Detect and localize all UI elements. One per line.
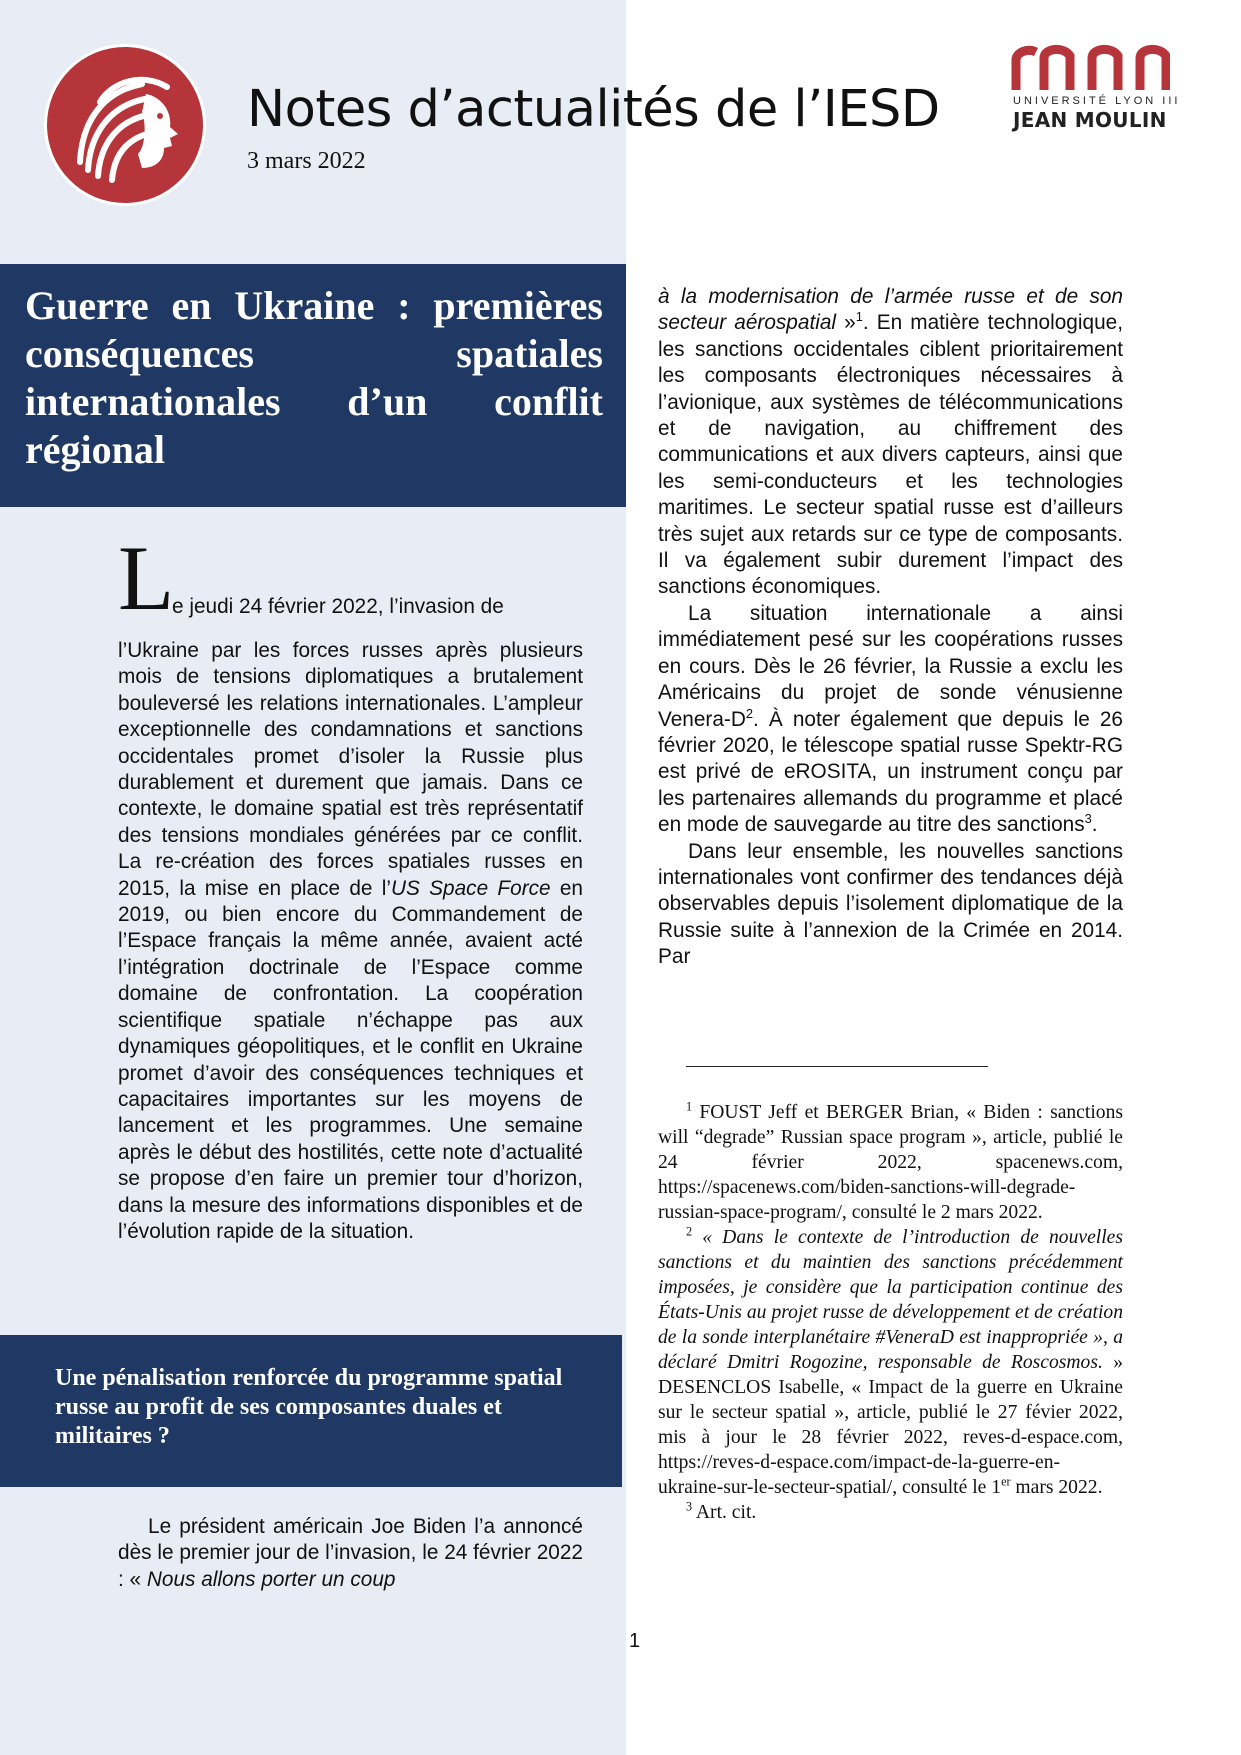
footnote-2-sup: er: [1001, 1474, 1011, 1489]
footnote-3: [658, 1500, 1123, 1525]
article-headline: Guerre en Ukraine : premières conséquences spatiales internationales d’un conflit régional: [25, 283, 603, 472]
biden-text: Le président américain Joe Biden l’a annoncé dès le premier jour de l’invasion, le 24 février 2022 : «: [118, 1515, 583, 1591]
intro-paragraph: [118, 638, 583, 1245]
right-paragraph-2-text-c: .: [1091, 813, 1098, 837]
university-name-line1: UNIVERSITÉ LYON III: [1013, 95, 1181, 107]
footnotes: [658, 1100, 1123, 1525]
footnote-ref-1: 1: [855, 309, 863, 325]
biden-quote-italic: Nous allons porter un coup: [146, 1567, 396, 1591]
right-paragraph-2-text-a: La situation internationale a ainsi immédiatement pesé sur les coopérations russes en cours. Dès le 26 février, la Russie a exclu les Américains du projet de sonde vénusienne Venera-D: [658, 601, 1123, 731]
right-paragraph-3: Dans leur ensemble, les nouvelles sanctions internationales vont confirmer des tendances déjà observables depuis l’isolement diplomatique de la Russie suite à l’annexion de la Crimée en 2014. Par: [658, 839, 1123, 969]
university-name-line2: JEAN MOULIN: [1013, 108, 1167, 132]
right-paragraph-2-text-b: . À noter également que depuis le 26 février 2020, le télescope spatial russe Spektr-RG est privé de eROSITA, un instrument conçu par les partenaires allemands du programme et placé en mode de sauvegarde au titre des sanctions: [658, 707, 1123, 837]
footnote-separator: [686, 1066, 988, 1067]
intro-first-line: e jeudi 24 février 2022, l’invasion de: [172, 595, 504, 618]
footnote-1-number: 1: [686, 1099, 693, 1114]
quote-continuation: à la modernisation de l’armée russe et de son secteur aérospatial: [658, 285, 1123, 335]
lion-head-emblem-icon: [42, 42, 208, 208]
right-paragraph-2: [658, 601, 1123, 839]
quote-close: »: [836, 311, 856, 335]
footnote-2: [658, 1225, 1123, 1500]
footnote-2-number: 2: [686, 1224, 693, 1239]
right-paragraph-1-text: . En matière technologique, les sanctions occidentales ciblent prioritairement les composants électroniques nécessaires à l’avionique, aux systèmes de télécommunications et de navigation, au chiffrement des communications et aux divers capteurs, ainsi que les semi-conducteurs et les technologies maritimes. Le secteur spatial russe est d’ailleurs très sujet aux retards sur ce type de composants. Il va également subir durement l’impact des sanctions économiques.: [658, 311, 1123, 599]
biden-paragraph: [118, 1514, 583, 1593]
intro-text-b: en 2019, ou bien encore du Commandement de l’Espace français la même année, avaient acté l’intégration doctrinale de l’Espace comme domaine de confrontation. La coopération scientifique spatiale n’échappe pas aux dynamiques géopolitiques, et le conflit en Ukraine promet d’avoir des conséquences techniques et capacitaires importantes sur les moyens de lancement et les programmes. Une semaine après le début des hostilités, cette note d’actualité se propose d’en faire un premier tour d’horizon, dans la mesure des informations disponibles et de l’évolution rapide de la situation.: [118, 876, 584, 1243]
footnote-2-end: mars 2022.: [1010, 1477, 1103, 1498]
intro-text-italic: US Space Force: [391, 876, 551, 900]
right-paragraph-1: [658, 284, 1123, 601]
section-heading: Une pénalisation renforcée du programme spatial russe au profit de ses composantes duales et militaires ?: [55, 1365, 563, 1449]
intro-text-a: l’Ukraine par les forces russes après plusieurs mois de tensions diplomatiques a brutalement bouleversé les relations internationales. L’ampleur exceptionnelle des condamnations et sanctions occidentales promet d’isoler la Russie plus durablement et durement que jamais. Dans ce contexte, le domaine spatial est très représentatif des tensions mondiales générées par ce conflit. La re-création des forces spatiales russes en 2015, la mise en place de l’: [118, 639, 583, 900]
right-column: [658, 284, 1123, 971]
footnote-3-number: 3: [686, 1499, 693, 1514]
footnote-2-quote: « Dans le contexte de l’introduction de nouvelles sanctions et du maintien des sanctions précédemment imposées, je considère que la participation continue des États-Unis au projet russe de développement et de création de la sonde interplanétaire #VeneraD est inappropriée », a déclaré Dmitri Rogozine, responsable de Roscosmos.: [658, 1227, 1123, 1373]
page-title: Notes d’actualités de l’IESD: [247, 80, 940, 139]
publication-date: 3 mars 2022: [247, 148, 366, 174]
page-number: 1: [629, 1630, 641, 1652]
footnote-3-text: Art. cit.: [692, 1502, 757, 1523]
footnote-1-text: FOUST Jeff et BERGER Brian, « Biden : sanctions will “degrade” Russian space program », article, publié le 24 février 2022, spacenews.com, https://spacenews.com/biden-sanctions-will-degrade-russian-space-program/, consulté le 2 mars 2022.: [658, 1102, 1123, 1223]
footnote-ref-2: 2: [745, 705, 754, 721]
footnote-2-text: » DESENCLOS Isabelle, « Impact de la guerre en Ukraine sur le secteur spatial », article, publié le 27 févier 2022, mis à jour le 28 février 2022, reves-d-espace.com, https://reves-d-espace.com/impact-de-la-guerre-en-ukraine-sur-le-secteur-spatial/, consulté le 1: [658, 1352, 1123, 1498]
drop-cap: L: [118, 527, 175, 629]
footnote-1: [658, 1100, 1123, 1225]
footnote-ref-3: 3: [1084, 811, 1092, 827]
